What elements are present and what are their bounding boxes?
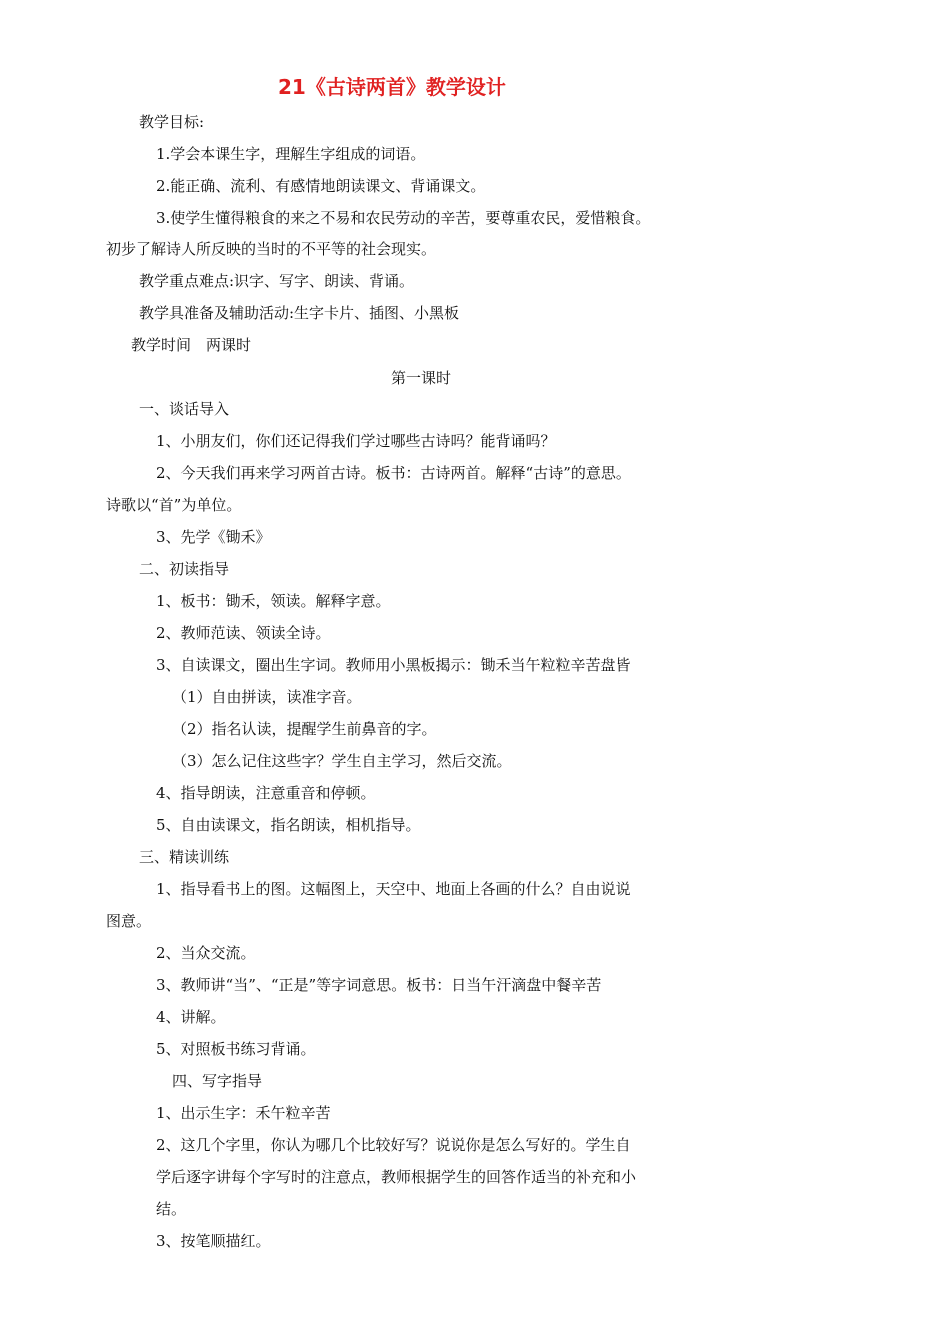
section-heading: 二、初读指导 [139, 560, 230, 578]
objective-item: 2.能正确、流利、有感情地朗读课文、背诵课文。 [156, 177, 486, 195]
key-points: 教学重点难点:识字、写字、朗读、背诵。 [139, 272, 415, 290]
objective-item-continued: 初步了解诗人所反映的当时的不平等的社会现实。 [106, 240, 437, 258]
document-title: 21《古诗两首》教学设计 [278, 75, 506, 99]
step-item: 5、自由读课文，指名朗读，相机指导。 [156, 816, 421, 834]
step-item: 2、当众交流。 [156, 944, 256, 962]
step-item: 2、这几个字里，你认为哪几个比较好写？说说你是怎么写好的。学生自 [156, 1136, 631, 1154]
step-item: 2、今天我们再来学习两首古诗。板书：古诗两首。解释“古诗”的意思。 [156, 464, 631, 482]
step-item: 3、按笔顺描红。 [156, 1232, 271, 1250]
step-item: 1、指导看书上的图。这幅图上，天空中、地面上各画的什么？自由说说 [156, 880, 631, 898]
lesson-heading: 第一课时 [391, 369, 452, 387]
section-heading: 三、精读训练 [139, 848, 230, 866]
sub-step-item: （2）指名认读，提醒学生前鼻音的字。 [172, 720, 437, 738]
step-item-continued: 诗歌以“首”为单位。 [106, 496, 242, 514]
sub-step-item: （1）自由拼读，读准字音。 [172, 688, 362, 706]
step-item: 2、教师范读、领读全诗。 [156, 624, 331, 642]
section-heading: 四、写字指导 [172, 1072, 263, 1090]
step-item: 1、小朋友们，你们还记得我们学过哪些古诗吗？能背诵吗？ [156, 432, 556, 450]
step-item: 1、板书：锄禾，领读。解释字意。 [156, 592, 391, 610]
step-item-continued: 图意。 [106, 912, 152, 930]
step-item: 5、对照板书练习背诵。 [156, 1040, 316, 1058]
step-item-continued: 结。 [156, 1200, 187, 1218]
step-item: 3、教师讲“当”、“正是”等字词意思。板书：日当午汗滴盘中餐辛苦 [156, 976, 602, 994]
step-item: 3、先学《锄禾》 [156, 528, 271, 546]
teaching-materials: 教学具准备及辅助活动:生字卡片、插图、小黑板 [139, 304, 460, 322]
step-item: 4、指导朗读，注意重音和停顿。 [156, 784, 376, 802]
objectives-heading: 教学目标: [139, 113, 205, 131]
step-item: 1、出示生字：禾午粒辛苦 [156, 1104, 331, 1122]
step-item-continued: 学后逐字讲每个字写时的注意点，教师根据学生的回答作适当的补充和小 [156, 1168, 637, 1186]
step-item: 4、讲解。 [156, 1008, 226, 1026]
sub-step-item: （3）怎么记住这些字？学生自主学习，然后交流。 [172, 752, 512, 770]
teaching-time: 教学时间 两课时 [131, 336, 252, 354]
objective-item: 3.使学生懂得粮食的来之不易和农民劳动的辛苦，要尊重农民，爱惜粮食。 [156, 209, 651, 227]
objective-item: 1.学会本课生字，理解生字组成的词语。 [156, 145, 426, 163]
section-heading: 一、谈话导入 [139, 400, 230, 418]
step-item: 3、自读课文，圈出生字词。教师用小黑板揭示：锄禾当午粒粒辛苦盘皆 [156, 656, 631, 674]
